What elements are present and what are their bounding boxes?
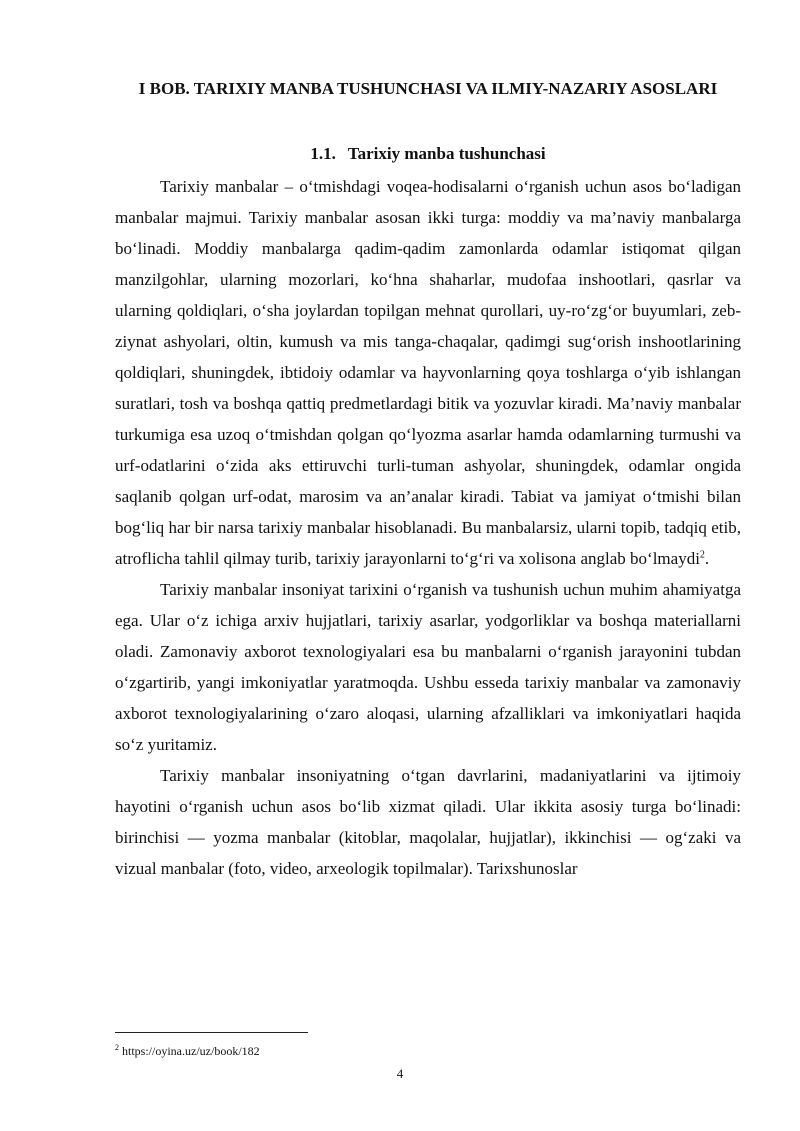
footnote-divider <box>115 1032 308 1033</box>
section-number: 1.1. <box>310 144 336 163</box>
paragraph <box>115 574 741 760</box>
page-number: 4 <box>396 1066 404 1081</box>
footnote <box>115 1040 260 1059</box>
chapter-title: I BOB. TARIXIY MANBA TUSHUNCHASI VA ILMIY-NAZARIY ASOSLARI <box>138 79 718 98</box>
paragraph-tail: . <box>704 549 710 568</box>
section-title: Tarixiy manba tushunchasi <box>347 144 546 163</box>
paragraph-text: Tarixiy manbalar insoniyatning o‘tgan davrlarini, madaniyatlarini va ijtimoiy hayotini o‘rganish uchun asos bo‘lib xizmat qiladi. Ular ikkita asosiy turga bo‘linadi: birinchisi — yozma manbalar (kitoblar, maqolalar, hujjatlar), ikkinchisi — og‘zaki va vizual manbalar (foto, video, arxeologik topilmalar). Tarixshunoslar <box>115 766 741 878</box>
paragraph-text: Tarixiy manbalar – o‘tmishdagi voqea-hodisalarni o‘rganish uchun asos bo‘ladigan manbalar majmui. Tarixiy manbalar asosan ikki turga: moddiy va ma’naviy manbalarga bo‘linadi. Moddiy manbalarga qadim-qadim zamonlarda odamlar istiqomat qilgan manzilgohlar, ularning mozorlari, ko‘hna shaharlar, mudofaa inshootlari, qasrlar va ularning qoldiqlari, o‘sha joylardan topilgan mehnat qurollari, uy-ro‘zg‘or buyumlari, zeb-ziynat ashyolari, oltin, kumush va mis tanga-chaqalar, qadimgi sug‘orish inshootlarining qoldiqlari, shuningdek, ibtidoiy odamlar va hayvonlarning qoya toshlarga o‘yib ishlangan suratlari, tosh va boshqa qattiq predmetlardagi bitik va yozuvlar kiradi. Ma’naviy manbalar turkumiga esa uzoq o‘tmishdan qolgan qo‘lyozma asarlar hamda odamlarning turmushi va urf-odatlarini o‘zida aks ettiruvchi turli-tuman ashyolar, shuningdek, odamlar ongida saqlanib qolgan urf-odat, marosim va an’analar kiradi. Tabiat va jamiyat o‘tmishi bilan bog‘liq har bir narsa tarixiy manbalar hisoblanadi. Bu manbalarsiz, ularni topib, tadqiq etib, atroflicha tahlil qilmay turib, tarixiy jarayonlarni to‘g‘ri va xolisona anglab bo‘lmaydi <box>115 177 741 568</box>
body-text <box>115 171 741 884</box>
footnote-link[interactable]: https://oyina.uz/uz/book/182 <box>122 1044 260 1058</box>
paragraph <box>115 760 741 884</box>
footnote-marker: 2 <box>115 1043 119 1052</box>
section-heading <box>115 139 741 169</box>
paragraph-text: Tarixiy manbalar insoniyat tarixini o‘rganish va tushunish uchun muhim ahamiyatga ega. Ular o‘z ichiga arxiv hujjatlari, tarixiy asarlar, yodgorliklar va boshqa materiallarni oladi. Zamonaviy axborot texnologiyalari esa bu manbalarni o‘rganish jarayonini tubdan o‘zgartirib, yangi imkoniyatlar yaratmoqda. Ushbu esseda tarixiy manbalar va zamonaviy axborot texnologiyalarining o‘zaro aloqasi, ularning afzalliklari va imkoniyatlari haqida so‘z yuritamiz. <box>115 580 741 754</box>
paragraph <box>115 171 741 574</box>
footnote-reference[interactable]: 2 <box>699 549 705 561</box>
